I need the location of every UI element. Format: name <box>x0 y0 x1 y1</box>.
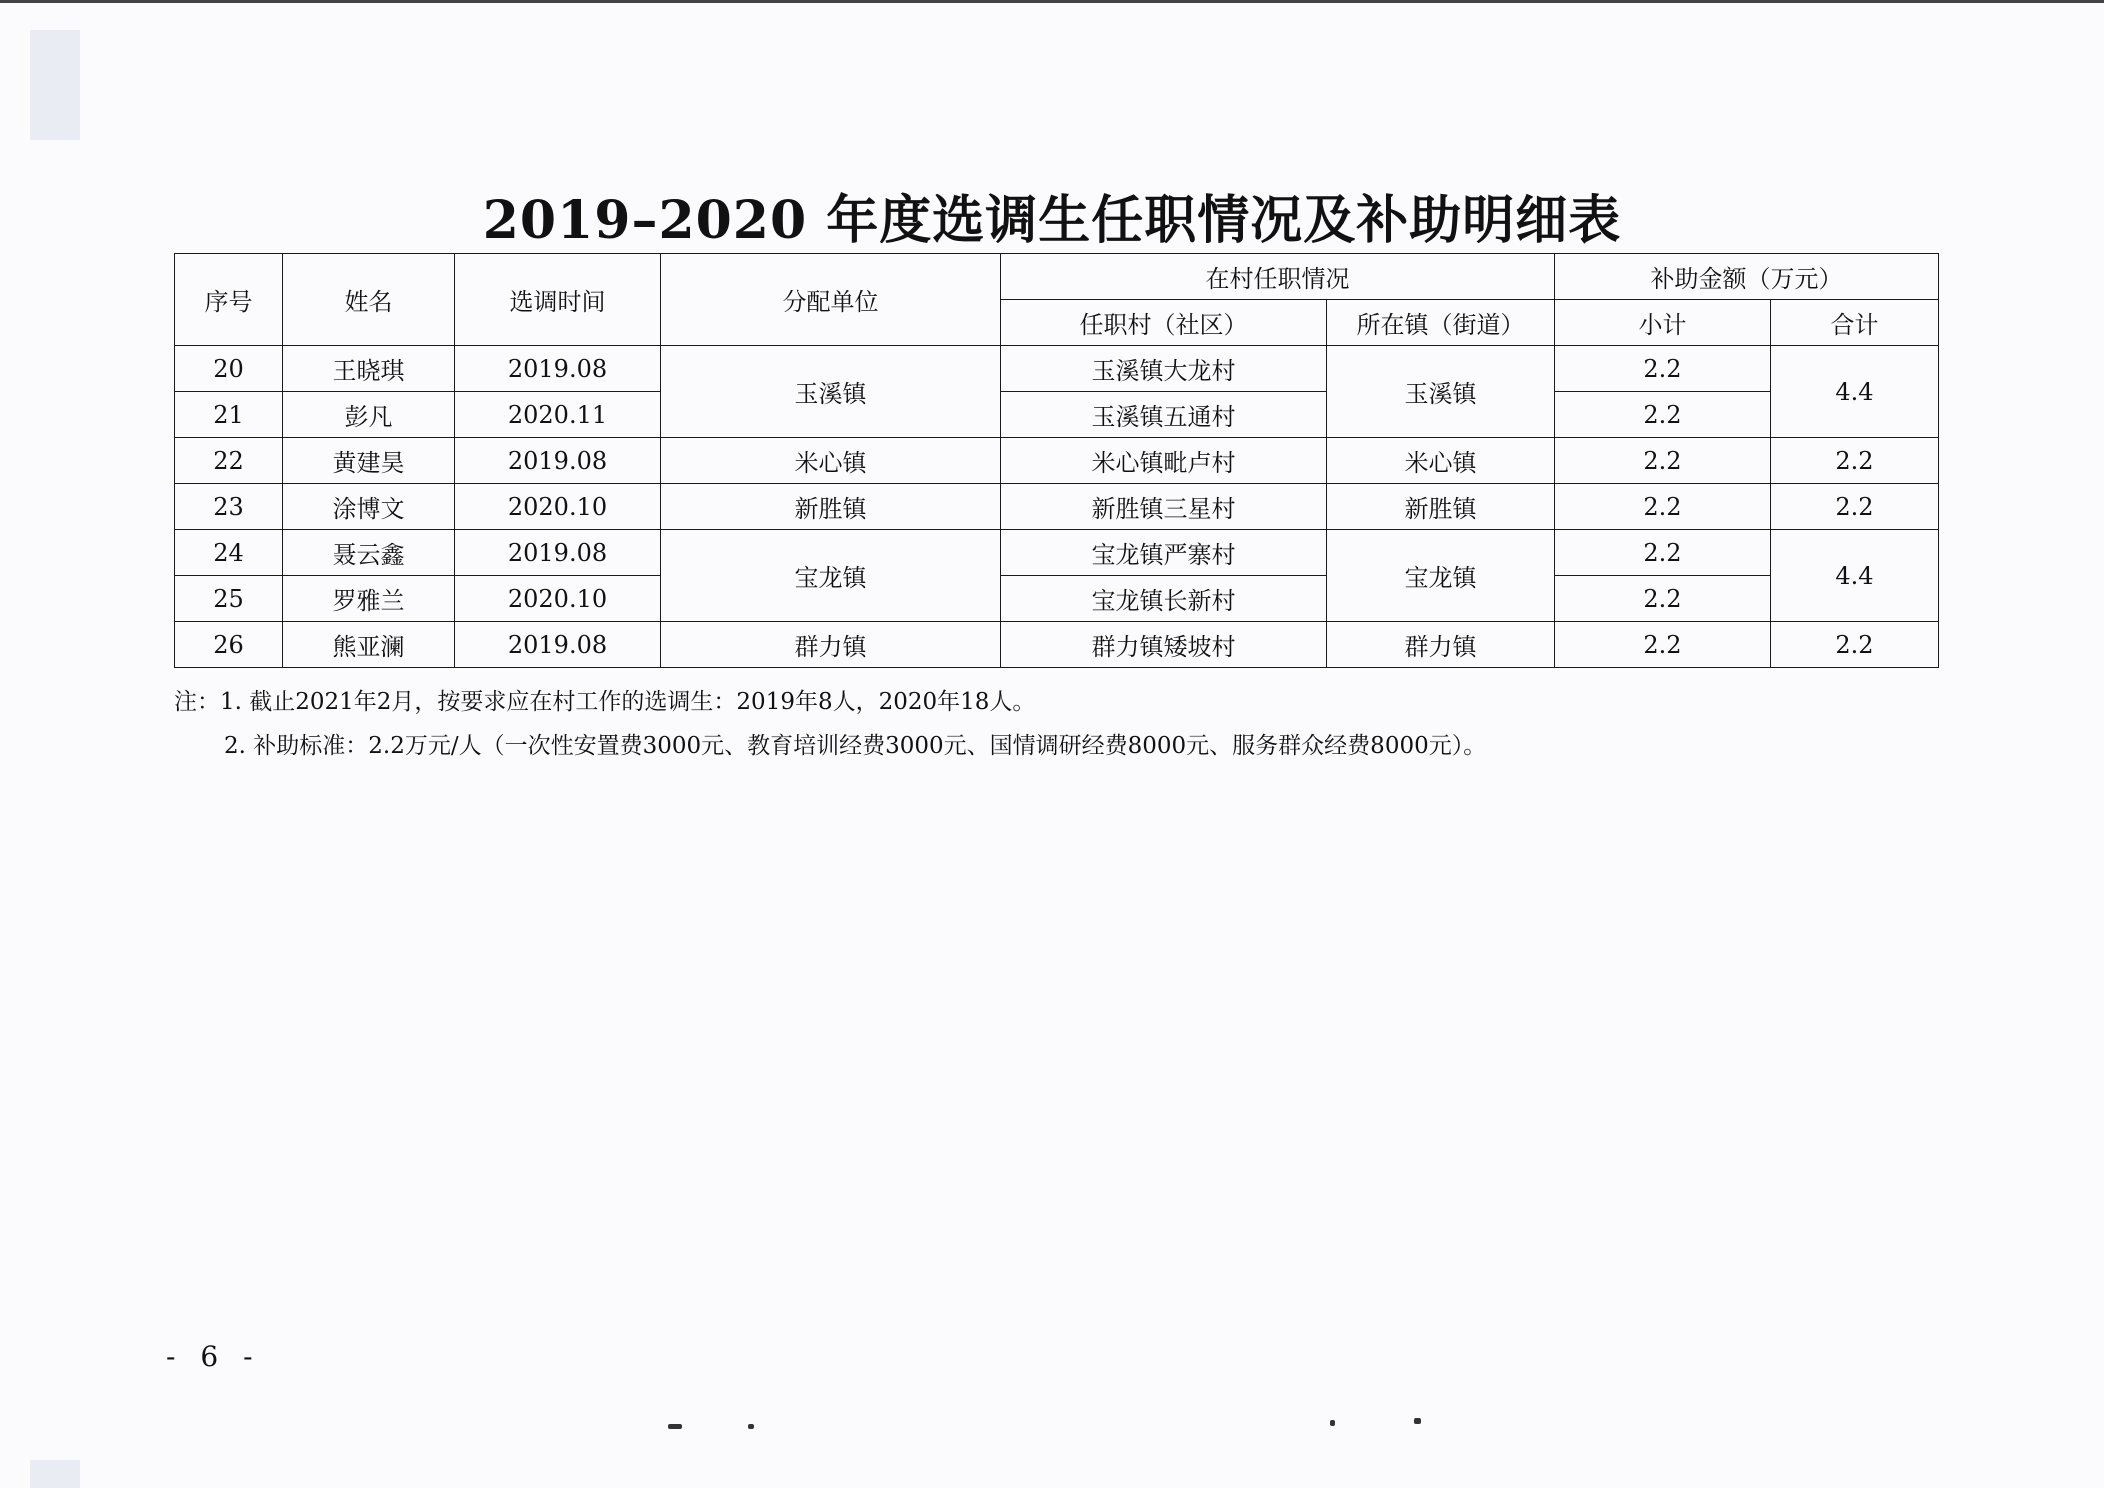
scan-speck <box>748 1424 754 1429</box>
header-town: 所在镇（街道） <box>1327 300 1555 346</box>
cell-name: 彭凡 <box>283 392 455 438</box>
cell-subtotal: 2.2 <box>1555 622 1771 668</box>
cell-name: 罗雅兰 <box>283 576 455 622</box>
cell-name: 王晓琪 <box>283 346 455 392</box>
note-line-2: 2. 补助标准：2.2万元/人（一次性安置费3000元、教育培训经费3000元、国情调研经费8000元、服务群众经费8000元）。 <box>224 733 1487 759</box>
cell-subtotal: 2.2 <box>1555 392 1771 438</box>
cell-time: 2020.11 <box>455 392 661 438</box>
cell-seq: 24 <box>175 530 283 576</box>
cell-unit: 宝龙镇 <box>661 530 1001 622</box>
table-row <box>175 530 1939 576</box>
table-row <box>175 438 1939 484</box>
cell-time: 2019.08 <box>455 438 661 484</box>
cell-total: 2.2 <box>1771 484 1939 530</box>
scan-speck <box>668 1424 682 1429</box>
cell-town: 新胜镇 <box>1327 484 1555 530</box>
table-row <box>175 346 1939 392</box>
header-unit: 分配单位 <box>661 254 1001 346</box>
cell-town: 群力镇 <box>1327 622 1555 668</box>
cell-town: 玉溪镇 <box>1327 346 1555 438</box>
table-row <box>175 392 1939 438</box>
cell-subtotal: 2.2 <box>1555 530 1771 576</box>
cell-time: 2019.08 <box>455 530 661 576</box>
header-time: 选调时间 <box>455 254 661 346</box>
scan-edge-mark <box>30 30 80 140</box>
cell-town: 米心镇 <box>1327 438 1555 484</box>
cell-name: 黄建昊 <box>283 438 455 484</box>
cell-seq: 20 <box>175 346 283 392</box>
cell-name: 熊亚澜 <box>283 622 455 668</box>
header-name: 姓名 <box>283 254 455 346</box>
note-line-1: 注：1. 截止2021年2月，按要求应在村工作的选调生：2019年8人，2020年18人。 <box>174 689 1036 715</box>
cell-time: 2020.10 <box>455 484 661 530</box>
cell-unit: 新胜镇 <box>661 484 1001 530</box>
cell-total: 4.4 <box>1771 346 1939 438</box>
notes <box>174 680 1486 768</box>
cell-name: 涂博文 <box>283 484 455 530</box>
cell-unit: 群力镇 <box>661 622 1001 668</box>
header-seq: 序号 <box>175 254 283 346</box>
cell-village: 新胜镇三星村 <box>1001 484 1327 530</box>
cell-unit: 米心镇 <box>661 438 1001 484</box>
cell-village: 玉溪镇五通村 <box>1001 392 1327 438</box>
page-title: 2019–2020 年度选调生任职情况及补助明细表 <box>482 190 1622 251</box>
cell-seq: 22 <box>175 438 283 484</box>
scan-top-border <box>0 0 2104 3</box>
table-row <box>175 576 1939 622</box>
cell-total: 2.2 <box>1771 438 1939 484</box>
table-row <box>175 484 1939 530</box>
cell-seq: 25 <box>175 576 283 622</box>
cell-subtotal: 2.2 <box>1555 438 1771 484</box>
header-subsidy-group: 补助金额（万元） <box>1555 254 1939 300</box>
cell-unit: 玉溪镇 <box>661 346 1001 438</box>
cell-seq: 23 <box>175 484 283 530</box>
cell-time: 2020.10 <box>455 576 661 622</box>
cell-village: 宝龙镇长新村 <box>1001 576 1327 622</box>
cell-village: 米心镇毗卢村 <box>1001 438 1327 484</box>
header-subtotal: 小计 <box>1555 300 1771 346</box>
table-row <box>175 622 1939 668</box>
cell-name: 聂云鑫 <box>283 530 455 576</box>
page-number: - 6 - <box>166 1340 261 1373</box>
cell-total: 2.2 <box>1771 622 1939 668</box>
cell-town: 宝龙镇 <box>1327 530 1555 622</box>
cell-time: 2019.08 <box>455 346 661 392</box>
cell-village: 群力镇矮坡村 <box>1001 622 1327 668</box>
cell-time: 2019.08 <box>455 622 661 668</box>
cell-subtotal: 2.2 <box>1555 484 1771 530</box>
cell-seq: 21 <box>175 392 283 438</box>
cell-village: 宝龙镇严寨村 <box>1001 530 1327 576</box>
cell-total: 4.4 <box>1771 530 1939 622</box>
scan-speck <box>1330 1420 1335 1426</box>
header-village: 任职村（社区） <box>1001 300 1327 346</box>
header-total: 合计 <box>1771 300 1939 346</box>
cell-subtotal: 2.2 <box>1555 346 1771 392</box>
cell-subtotal: 2.2 <box>1555 576 1771 622</box>
cell-seq: 26 <box>175 622 283 668</box>
scan-edge-mark-bottom <box>30 1460 80 1488</box>
scan-speck <box>1414 1418 1421 1424</box>
header-village-group: 在村任职情况 <box>1001 254 1555 300</box>
subsidy-table <box>174 253 1939 668</box>
cell-village: 玉溪镇大龙村 <box>1001 346 1327 392</box>
